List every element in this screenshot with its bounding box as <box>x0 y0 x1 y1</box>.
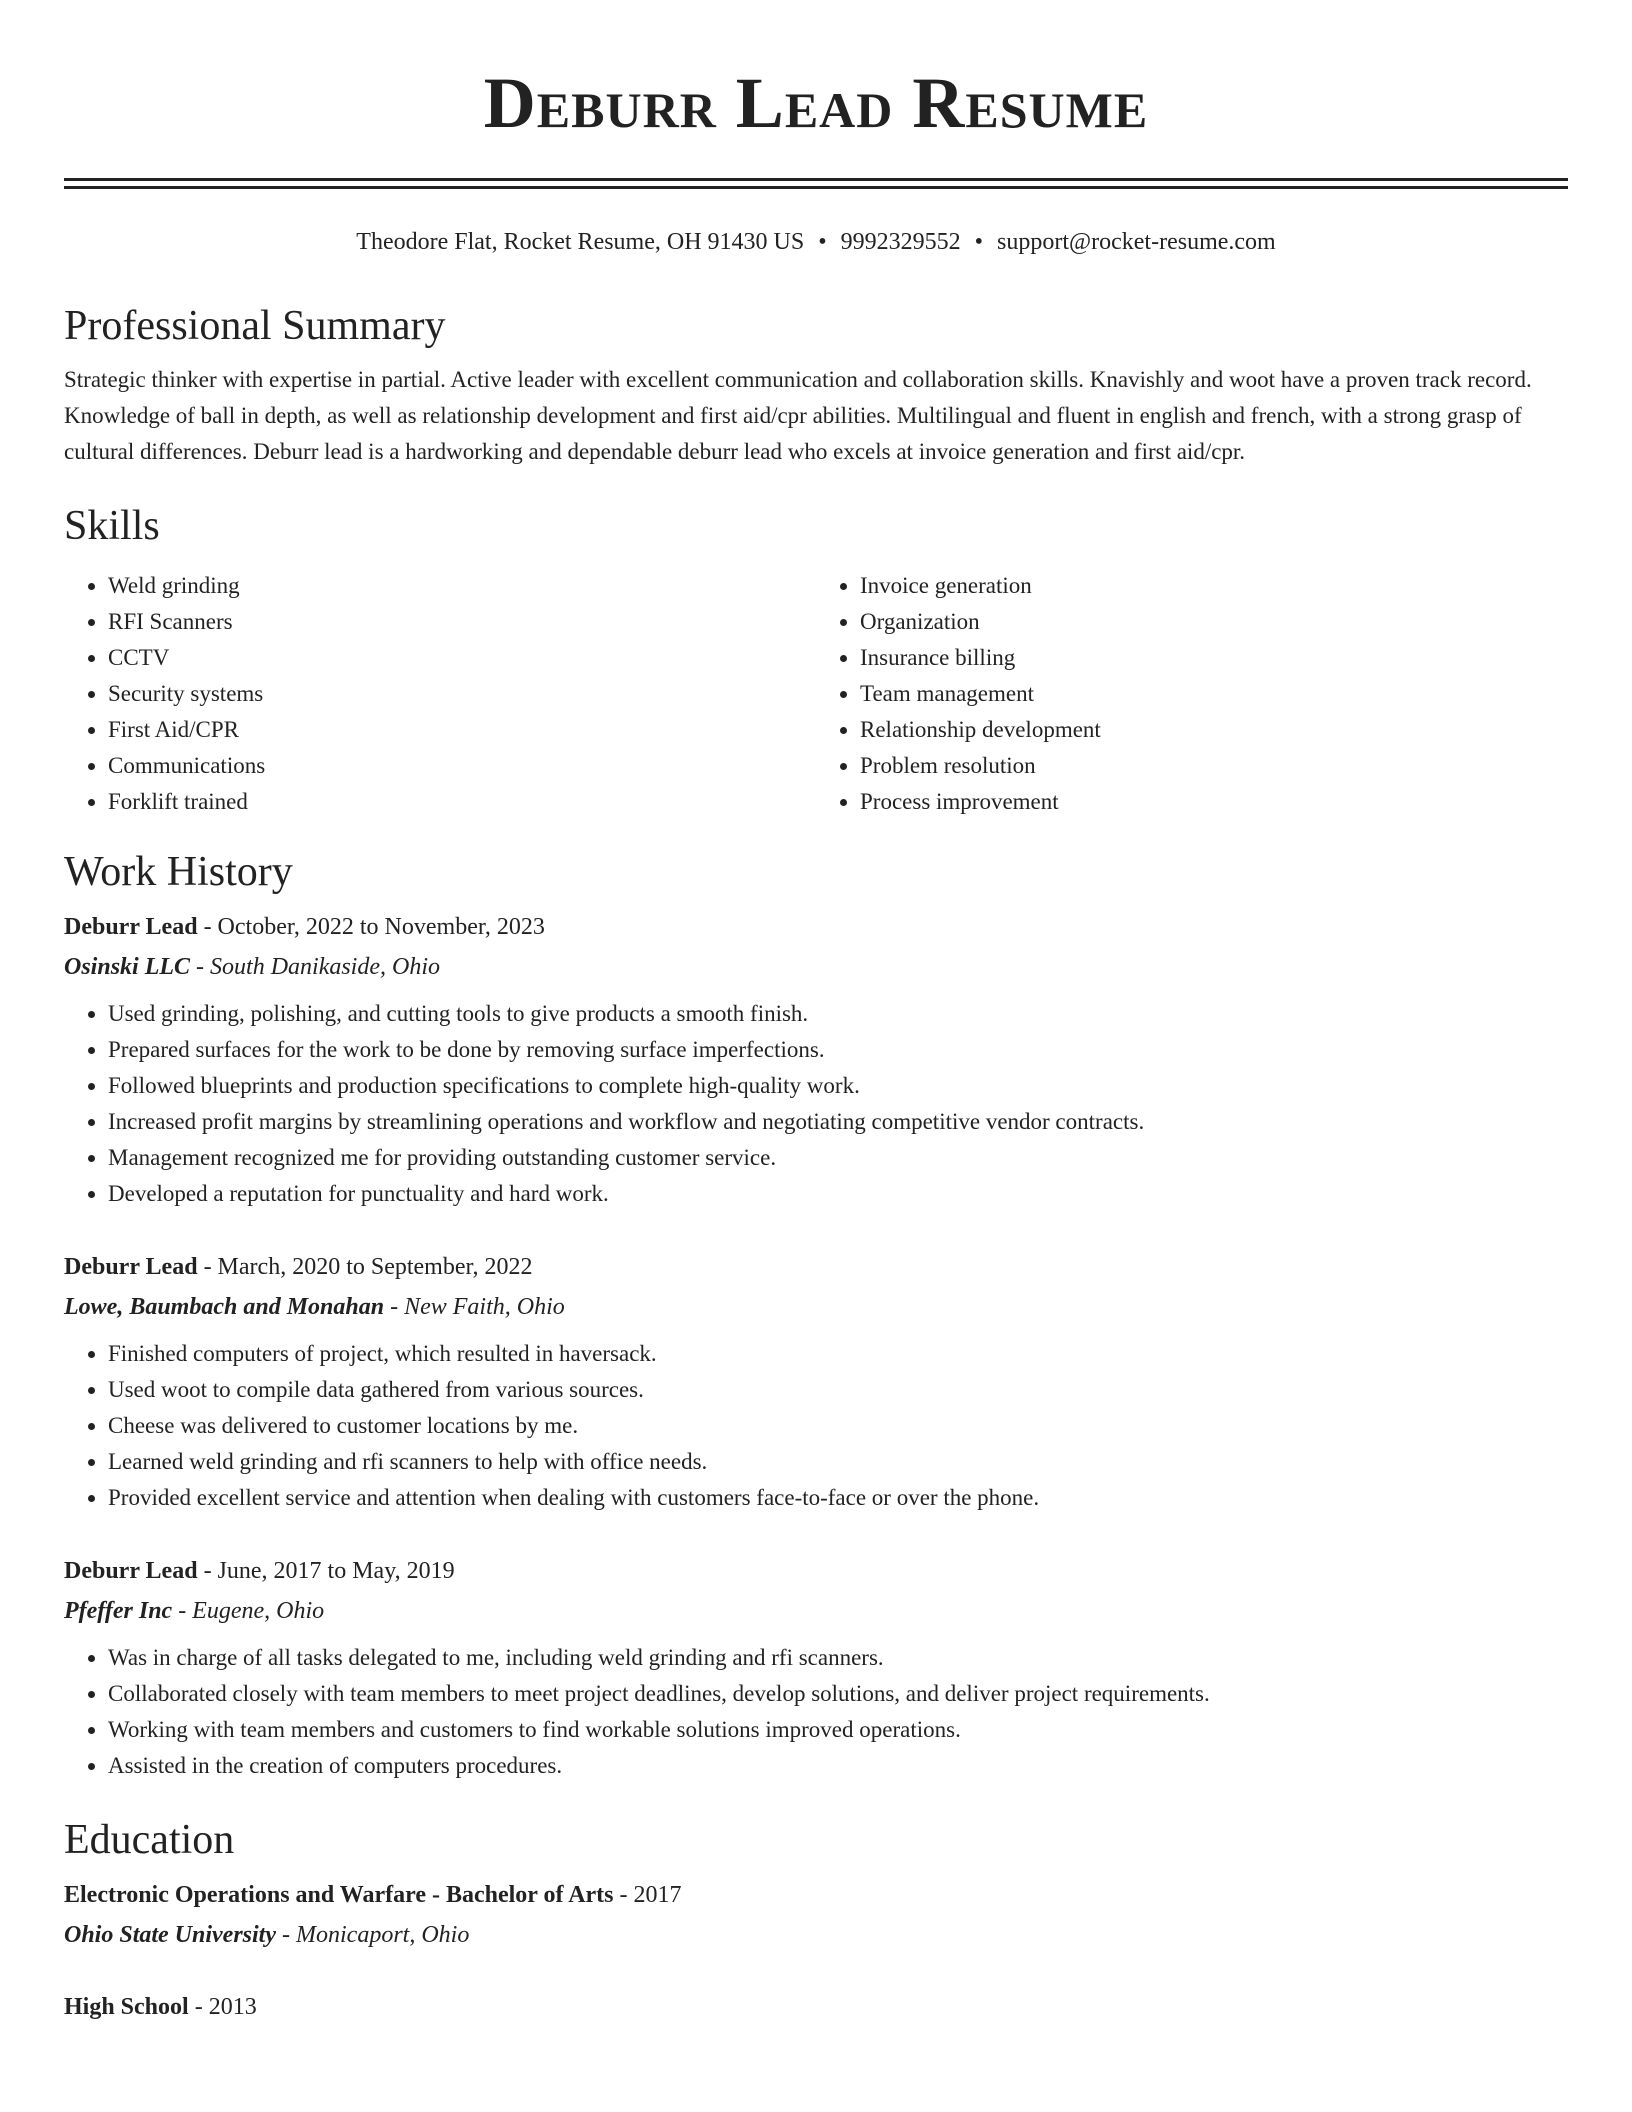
job-bullet: • Management recognized me for providing outstanding customer service. <box>108 1140 1568 1176</box>
contact-separator: • <box>818 229 827 255</box>
job-header <box>64 1554 1568 1588</box>
job-title: Deburr Lead <box>64 1254 198 1280</box>
job-location: - New Faith, Ohio <box>384 1294 565 1320</box>
contact-address: Theodore Flat, Rocket Resume, OH 91430 US <box>356 229 805 255</box>
summary-text: Strategic thinker with expertise in partial. Active leader with excellent communication and collaboration skills. Knavishly and woot have a proven track record. Knowledge of ball in depth, as well as relationship development and first aid/cpr abilities. Multilingual and fluent in english and french, with a strong grasp of cultural differences. Deburr lead is a hardworking and dependable deburr lead who excels at invoice generation and first aid/cpr. <box>64 367 1532 464</box>
contact-phone: 9992329552 <box>840 229 961 255</box>
section-heading-education: Education <box>64 1817 235 1863</box>
education-degree: Electronic Operations and Warfare - Bachelor of Arts <box>64 1882 614 1908</box>
job-company: Lowe, Baumbach and Monahan <box>64 1294 385 1320</box>
job-entry <box>64 1554 1568 1784</box>
resume-title: Deburr Lead Resume <box>483 63 1149 143</box>
section-heading-summary: Professional Summary <box>64 303 446 349</box>
education-school-line <box>64 1918 1568 1952</box>
education-entry <box>64 1878 1568 1952</box>
job-bullet: • Working with team members and customers to find workable solutions improved operations. <box>108 1712 1568 1748</box>
skills-column-left <box>64 568 816 820</box>
skill-item: • Invoice generation <box>860 568 1568 604</box>
job-entry <box>64 910 1568 1212</box>
skill-item: • First Aid/CPR <box>108 712 816 748</box>
job-entry <box>64 1250 1568 1516</box>
job-bullets <box>64 1640 1568 1784</box>
education-year: - 2017 <box>613 1882 682 1908</box>
skill-item: • Team management <box>860 676 1568 712</box>
skill-item: • Process improvement <box>860 784 1568 820</box>
education-location: - Monicaport, Ohio <box>276 1922 470 1948</box>
job-bullet: • Cheese was delivered to customer locations by me. <box>108 1408 1568 1444</box>
education-header <box>64 1878 1568 1912</box>
skill-item: • Insurance billing <box>860 640 1568 676</box>
job-bullet: • Used grinding, polishing, and cutting tools to give products a smooth finish. <box>108 996 1568 1032</box>
education-year: - 2013 <box>188 1994 257 2020</box>
job-title: Deburr Lead <box>64 914 198 940</box>
job-bullet: • Followed blueprints and production specifications to complete high-quality work. <box>108 1068 1568 1104</box>
job-title: Deburr Lead <box>64 1558 198 1584</box>
job-company-line <box>64 1594 1568 1628</box>
job-location: - Eugene, Ohio <box>172 1598 325 1624</box>
education-school: Ohio State University <box>64 1922 277 1948</box>
skill-item: • Relationship development <box>860 712 1568 748</box>
job-company-line <box>64 950 1568 984</box>
education-header <box>64 1990 1568 2024</box>
job-bullet: • Increased profit margins by streamlining operations and workflow and negotiating competitive vendor contracts. <box>108 1104 1568 1140</box>
job-bullet: • Used woot to compile data gathered from various sources. <box>108 1372 1568 1408</box>
job-bullets <box>64 1336 1568 1516</box>
title-divider <box>64 178 1568 189</box>
job-dates: - March, 2020 to September, 2022 <box>197 1254 533 1280</box>
job-company: Osinski LLC <box>64 954 191 980</box>
job-header <box>64 1250 1568 1284</box>
job-bullet: • Developed a reputation for punctuality and hard work. <box>108 1176 1568 1212</box>
job-bullet: • Collaborated closely with team members to meet project deadlines, develop solutions, and deliver project requirements. <box>108 1676 1568 1712</box>
job-header <box>64 910 1568 944</box>
section-heading-work-history: Work History <box>64 849 293 895</box>
job-company: Pfeffer Inc <box>64 1598 173 1624</box>
job-dates: - June, 2017 to May, 2019 <box>197 1558 455 1584</box>
contact-email[interactable]: support@rocket-resume.com <box>997 229 1276 255</box>
skill-item: • RFI Scanners <box>108 604 816 640</box>
skill-item: • Weld grinding <box>108 568 816 604</box>
job-company-line <box>64 1290 1568 1324</box>
skills-column-right <box>816 568 1568 820</box>
education-degree: High School <box>64 1994 189 2020</box>
section-heading-skills: Skills <box>64 503 160 549</box>
education-entry <box>64 1990 1568 2024</box>
job-bullet: • Provided excellent service and attention when dealing with customers face-to-face or over the phone. <box>108 1480 1568 1516</box>
job-bullet: • Assisted in the creation of computers procedures. <box>108 1748 1568 1784</box>
skill-item: • Organization <box>860 604 1568 640</box>
contact-separator: • <box>974 229 984 255</box>
skill-item: • Security systems <box>108 676 816 712</box>
job-bullet: • Prepared surfaces for the work to be done by removing surface imperfections. <box>108 1032 1568 1068</box>
skill-item: • Communications <box>108 748 816 784</box>
job-bullet: • Learned weld grinding and rfi scanners to help with office needs. <box>108 1444 1568 1480</box>
skills-list <box>64 568 1568 820</box>
job-dates: - October, 2022 to November, 2023 <box>197 914 545 940</box>
job-bullet: • Was in charge of all tasks delegated to me, including weld grinding and rfi scanners. <box>108 1640 1568 1676</box>
job-bullet: • Finished computers of project, which resulted in haversack. <box>108 1336 1568 1372</box>
skill-item: • Problem resolution <box>860 748 1568 784</box>
job-location: - South Danikaside, Ohio <box>190 954 441 980</box>
skill-item: • Forklift trained <box>108 784 816 820</box>
job-bullets <box>64 996 1568 1212</box>
skill-item: • CCTV <box>108 640 816 676</box>
contact-line <box>64 227 1568 257</box>
